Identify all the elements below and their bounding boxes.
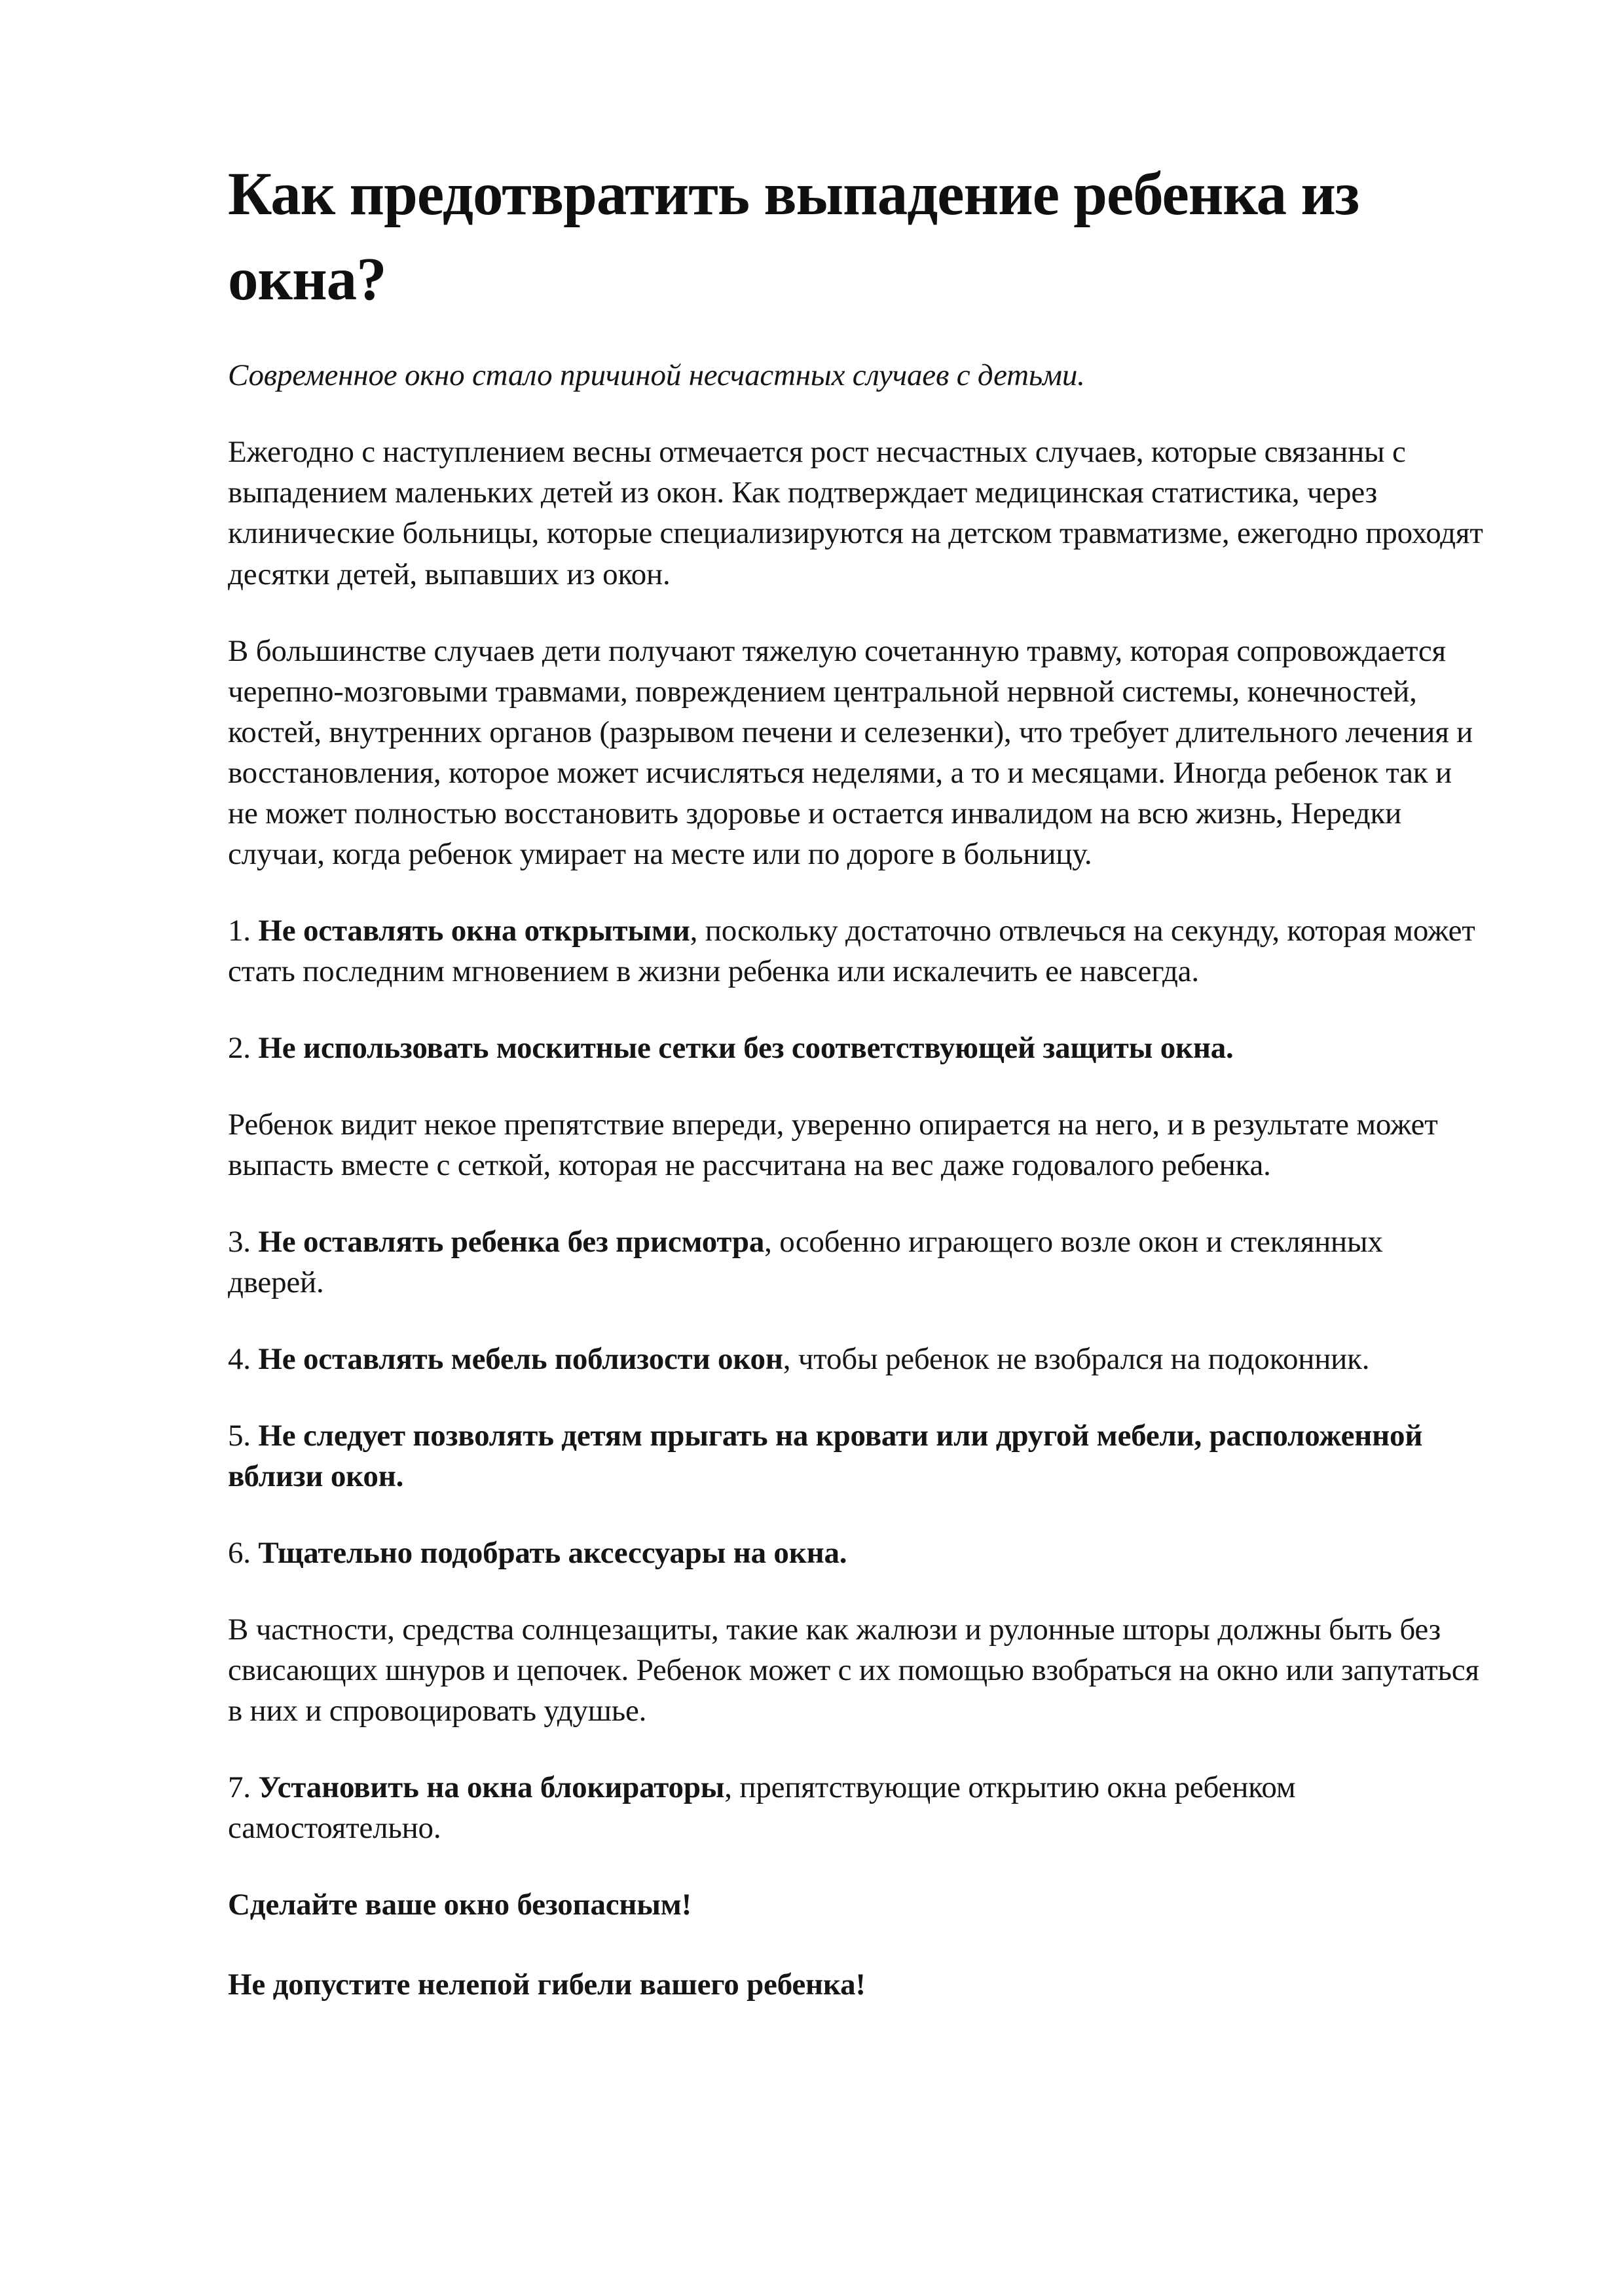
list-item-number: 5.: [228, 1418, 251, 1453]
closing-line-2: Не допустите нелепой гибели вашего ребенка!: [228, 1968, 866, 2002]
list-item-bold-text: Не следует позволять детям прыгать на кровати или другой мебели, расположенной вблизи окон.: [228, 1418, 1423, 1493]
list-item-bold-text: Тщательно подобрать аксессуары на окна.: [258, 1536, 847, 1571]
list-item-5: [228, 1415, 1484, 1497]
list-item-3: [228, 1222, 1484, 1303]
list-item-4: [228, 1339, 1484, 1379]
list-item-number: 2.: [228, 1030, 251, 1065]
list-item-number: 6.: [228, 1536, 251, 1571]
list-item-bold-text: Не оставлять ребенка без присмотра: [258, 1224, 765, 1259]
closing-line-1: Сделайте ваше окно безопасным!: [228, 1888, 692, 1922]
list-item-bold-text: Установить на окна блокираторы: [258, 1770, 725, 1805]
list-item-bold-text: Не использовать москитные сетки без соответствующей защиты окна.: [258, 1030, 1234, 1065]
list-item-7: [228, 1767, 1484, 1848]
list-item-rest-text: , чтобы ребенок не взобрался на подоконник.: [783, 1341, 1370, 1376]
list-item-rest-text: , препятствующие открытию окна ребенком самостоятельно.: [228, 1770, 1296, 1846]
list-item-rest-text: , особенно играющего возле окон и стеклянных дверей.: [228, 1224, 1383, 1299]
list-item-number: 1.: [228, 913, 251, 948]
paragraph-after-item-6: В частности, средства солнцезащиты, такие как жалюзи и рулонные шторы должны быть без свисающих шнуров и цепочек. Ребенок может с их помощью взобраться на окно или запутаться в них и спровоцировать удушье.: [228, 1613, 1479, 1728]
list-item-number: 4.: [228, 1341, 251, 1376]
document-content: [228, 152, 1484, 2044]
page-title: Как предотвратить выпадение ребенка из окна?: [228, 160, 1359, 314]
paragraph-intro-2: В большинстве случаев дети получают тяжелую сочетанную травму, которая сопровождается черепно-мозговыми травмами, повреждением центральной нервной системы, конечностей, костей, внутренних органов (разрывом печени и селезенки), что требует длительного лечения и восстановления, которое может исчисляться неделями, а то и месяцами. Иногда ребенок так и не может полностью восстановить здоровье и остается инвалидом на всю жизнь, Нередки случаи, когда ребенок умирает на месте или по дороге в больницу.: [228, 633, 1473, 871]
list-item-number: 7.: [228, 1770, 251, 1805]
list-item-1: [228, 910, 1484, 992]
paragraph-after-item-2: Ребенок видит некое препятствие впереди, уверенно опирается на него, и в результате может выпасть вместе с сеткой, которая не рассчитана на вес даже годовалого ребенка.: [228, 1107, 1438, 1182]
list-item-bold-text: Не оставлять мебель поблизости окон: [258, 1341, 783, 1376]
lead-paragraph: Современное окно стало причиной несчастных случаев с детьми.: [228, 358, 1085, 393]
paragraph-intro-1: Ежегодно с наступлением весны отмечается рост несчастных случаев, которые связанны с выпадением маленьких детей из окон. Как подтверждает медицинская статистика, через клинические больницы, которые специализируются на детском травматизме, ежегодно проходят десятки детей, выпавших из окон.: [228, 435, 1483, 591]
list-item-rest-text: , поскольку достаточно отвлечься на секунду, которая может стать последним мгновением в жизни ребенка или искалечить ее навсегда.: [228, 913, 1475, 988]
list-item-2: [228, 1028, 1484, 1068]
list-item-number: 3.: [228, 1224, 251, 1259]
list-item-6: [228, 1533, 1484, 1573]
list-item-bold-text: Не оставлять окна открытыми: [258, 913, 690, 948]
